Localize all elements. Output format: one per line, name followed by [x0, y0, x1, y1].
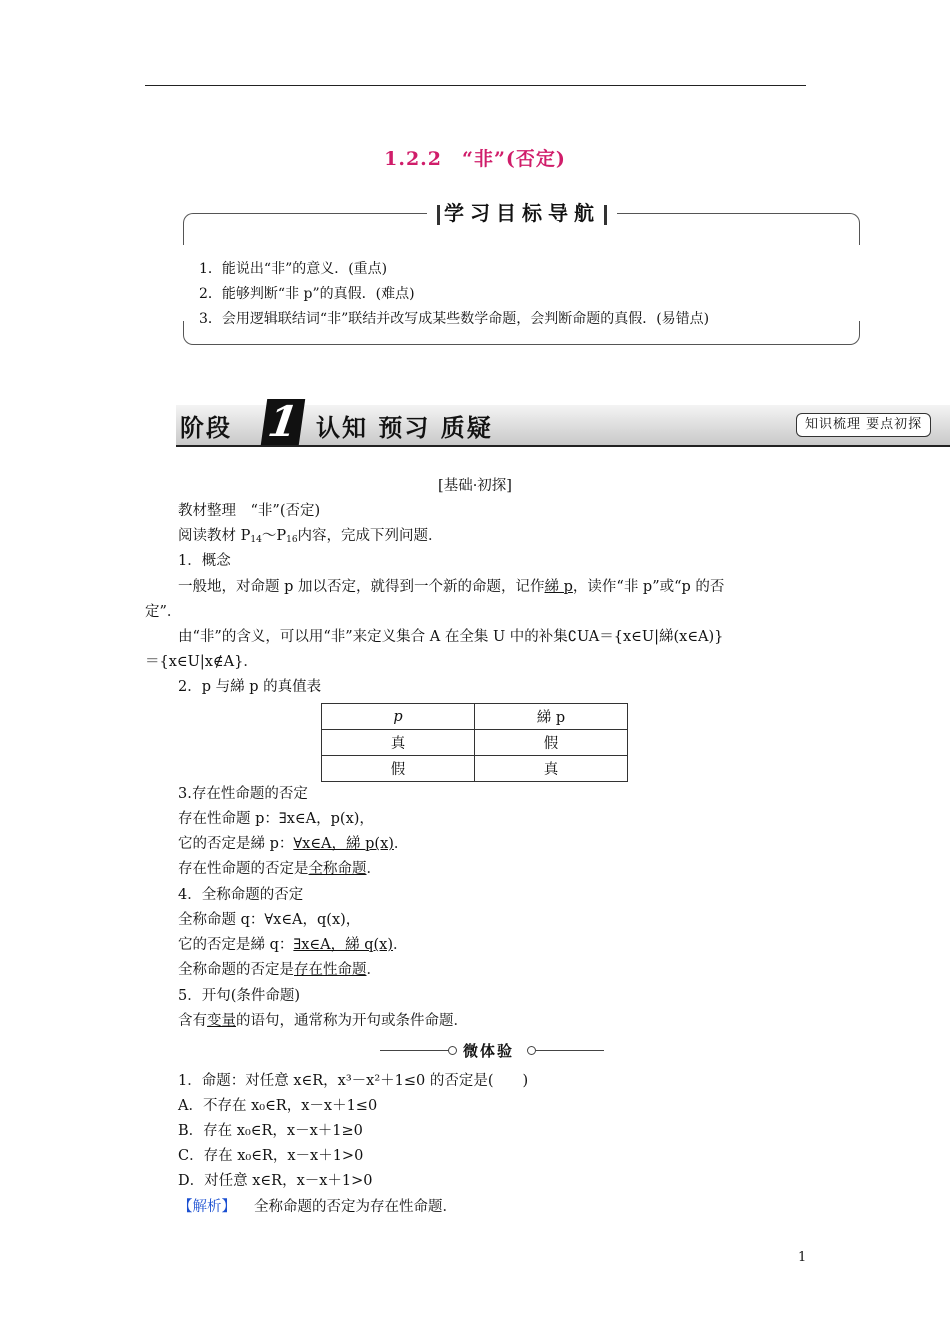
universal-line-2	[178, 933, 408, 959]
option-c: C．存在 x₀∈R，x－x＋1>0	[178, 1148, 364, 1164]
table-cell: 真	[475, 756, 628, 782]
existential-text: 存在性命题的否定是	[178, 861, 309, 877]
page-number: 1	[798, 1250, 807, 1265]
divider-line-left	[380, 1050, 450, 1051]
open-sentence-text: 的语句，通常称为开句或条件命题．	[236, 1013, 468, 1029]
header-bar-left	[437, 205, 440, 225]
concept-line-1	[178, 575, 724, 601]
existential-line-1: 存在性命题 p：∃x∈A，p(x)，	[178, 811, 374, 827]
open-sentence-answer: 变量	[207, 1013, 236, 1029]
top-rule	[145, 85, 806, 86]
micro-question: 1．命题：对任意 x∈R，x³－x²＋1≤0 的否定是( )	[178, 1073, 529, 1089]
universal-answer: 存在性命题	[294, 962, 367, 978]
objective-item: 2．能够判断“非 p”的真假．(难点)	[199, 286, 415, 302]
option-a: A．不存在 x₀∈R，x－x＋1≤0	[178, 1098, 378, 1114]
table-row	[322, 756, 628, 782]
universal-text: 全称命题的否定是	[178, 962, 294, 978]
stage-label: 阶段	[180, 414, 232, 442]
table-header-cell: 綈 p	[475, 704, 628, 730]
stage-title: 认知 预习 质疑	[316, 414, 493, 442]
existential-answer: ∀x∈A，綈 p(x)	[293, 836, 394, 852]
objective-item: 1．能说出“非”的意义．(重点)	[199, 261, 388, 277]
open-sentence-line	[178, 1009, 468, 1035]
micro-header: 微体验	[463, 1042, 515, 1060]
existential-text: ．	[366, 861, 381, 877]
existential-answer: 全称命题	[308, 861, 367, 877]
universal-text: 它的否定是綈 q：	[178, 937, 294, 953]
reading-tilde: ～P	[261, 528, 287, 544]
table-cell: 真	[322, 730, 475, 756]
header-bar-right	[604, 205, 607, 225]
analysis-line	[178, 1195, 457, 1221]
universal-heading: 4．全称命题的否定	[178, 887, 304, 903]
objective-item: 3．会用逻辑联结词“非”联结并改写成某些数学命题，会判断命题的真假．(易错点)	[199, 311, 710, 327]
reading-pre: 阅读教材 P	[178, 528, 251, 544]
existential-text: 它的否定是綈 p：	[178, 836, 294, 852]
page-start: 14	[250, 535, 262, 545]
universal-answer: ∃x∈A，綈 q(x)	[293, 937, 394, 953]
concept-line-3: 由“非”的含义，可以用“非”来定义集合 A 在全集 U 中的补集∁UA＝{x∈U|綈(x∈A)}	[178, 629, 724, 645]
divider-dot-right	[527, 1046, 536, 1055]
concept-text: 一般地，对命题 p 加以否定，就得到一个新的命题，记作	[178, 579, 545, 595]
stage-banner	[176, 397, 950, 447]
analysis-text: 全称命题的否定为存在性命题．	[254, 1199, 457, 1215]
section-label: [基础·初探]	[438, 478, 512, 494]
objectives-header-text: 学习目标导航	[444, 201, 600, 225]
objectives-header	[427, 197, 617, 226]
concept-heading: 1．概念	[178, 553, 231, 569]
objectives-box	[183, 201, 860, 345]
universal-text: ．	[366, 962, 381, 978]
truth-table	[321, 703, 628, 782]
option-b: B．存在 x₀∈R，x－x＋1≥0	[178, 1123, 363, 1139]
existential-line-2	[178, 832, 408, 858]
truth-table-heading: 2．p 与綈 p 的真值表	[178, 679, 322, 695]
divider-dot-left	[448, 1046, 457, 1055]
table-header-row	[322, 704, 628, 730]
open-sentence-heading: 5．开句(条件命题)	[178, 988, 301, 1004]
universal-line-3	[178, 958, 381, 984]
analysis-label: 【解析】	[178, 1199, 236, 1215]
table-cell: 假	[475, 730, 628, 756]
option-d: D．对任意 x∈R，x－x＋1>0	[178, 1173, 373, 1189]
section-title: 1.2.2 “非”(否定)	[384, 148, 566, 170]
stage-tag: 知识梳理 要点初探	[796, 413, 931, 437]
textbook-heading: 教材整理 “非”(否定)	[178, 503, 321, 519]
table-header-cell: p	[322, 704, 475, 730]
open-sentence-text: 含有	[178, 1013, 207, 1029]
concept-line-2: 定”．	[145, 604, 182, 620]
universal-line-1: 全称命题 q：∀x∈A，q(x)，	[178, 912, 361, 928]
reading-post: 内容，完成下列问题．	[297, 528, 443, 544]
universal-text: ．	[393, 937, 408, 953]
existential-heading: 3.存在性命题的否定	[178, 786, 308, 802]
concept-text: ，读作“非 p”或“p 的否	[572, 579, 725, 595]
page-end: 16	[286, 535, 298, 545]
divider-line-right	[536, 1050, 604, 1051]
concept-answer: 綈 p	[544, 579, 573, 595]
table-cell: 假	[322, 756, 475, 782]
existential-line-3	[178, 857, 381, 883]
objectives-box-bottom	[183, 321, 860, 345]
existential-text: ．	[393, 836, 409, 852]
table-row	[322, 730, 628, 756]
stage-number: 1	[261, 399, 305, 445]
concept-line-4: ＝{x∈U|x∉A}．	[145, 654, 258, 670]
